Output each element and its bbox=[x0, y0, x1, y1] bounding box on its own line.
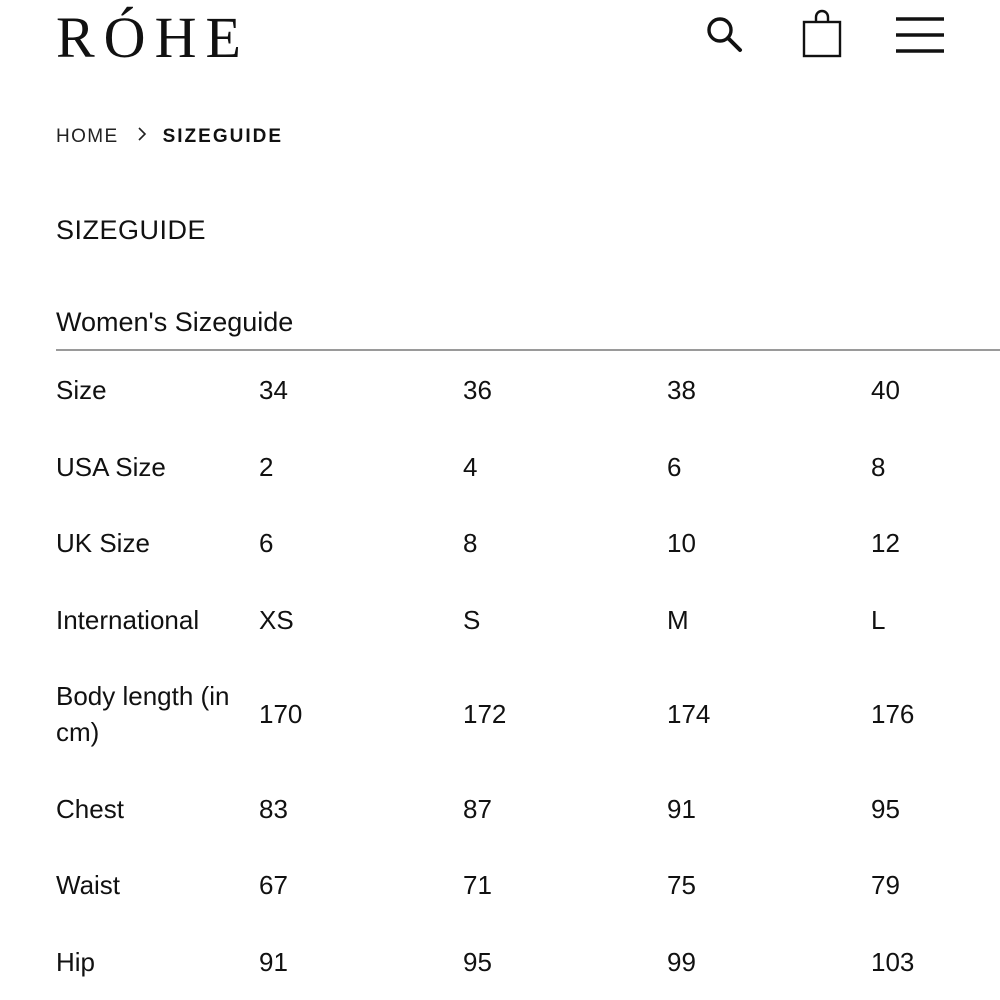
table-cell: 91 bbox=[259, 946, 288, 977]
table-cell: XS bbox=[259, 605, 294, 636]
table-cell: 6 bbox=[667, 451, 682, 482]
table-cell: 12 bbox=[871, 528, 900, 559]
row-label: Body length (in cm) bbox=[56, 681, 230, 748]
row-label: Chest bbox=[56, 793, 124, 824]
table-cell: 67 bbox=[259, 870, 288, 901]
table-cell: 170 bbox=[259, 699, 303, 730]
table-cell: 79 bbox=[871, 870, 900, 901]
table-row bbox=[56, 770, 1000, 847]
table-cell: 103 bbox=[871, 946, 915, 977]
table-row bbox=[56, 429, 1000, 506]
table-cell: 95 bbox=[871, 793, 900, 824]
table-cell: 87 bbox=[463, 793, 492, 824]
table-cell: L bbox=[871, 605, 886, 636]
table-cell: 83 bbox=[259, 793, 288, 824]
section-divider bbox=[56, 349, 1000, 351]
cart-button[interactable] bbox=[800, 8, 844, 60]
breadcrumb bbox=[56, 124, 283, 150]
table-cell: 176 bbox=[871, 699, 915, 730]
search-button[interactable] bbox=[704, 14, 744, 54]
row-label: International bbox=[56, 605, 200, 636]
size-guide-table bbox=[56, 352, 1000, 1000]
table-row bbox=[56, 352, 1000, 429]
table-cell: 95 bbox=[463, 946, 492, 977]
table-cell: 8 bbox=[871, 451, 886, 482]
table-cell: M bbox=[667, 605, 689, 636]
table-cell: 4 bbox=[463, 451, 478, 482]
table-cell: 75 bbox=[667, 870, 696, 901]
table-cell: 38 bbox=[667, 375, 696, 406]
table-cell: 6 bbox=[259, 528, 274, 559]
table-cell: 71 bbox=[463, 870, 492, 901]
search-icon bbox=[704, 14, 744, 54]
table-cell: S bbox=[463, 605, 481, 636]
table-cell: 36 bbox=[463, 375, 492, 406]
table-row bbox=[56, 924, 1000, 1000]
table-row bbox=[56, 505, 1000, 582]
menu-button[interactable] bbox=[894, 14, 946, 56]
chevron-right-icon bbox=[137, 126, 147, 148]
brand-logo[interactable]: RÓHE bbox=[56, 5, 250, 70]
row-label: USA Size bbox=[56, 451, 166, 482]
table-cell: 2 bbox=[259, 451, 274, 482]
table-row bbox=[56, 847, 1000, 924]
row-label: UK Size bbox=[56, 528, 150, 559]
row-label: Waist bbox=[56, 870, 121, 901]
hamburger-menu-icon bbox=[894, 14, 946, 56]
breadcrumb-home-link[interactable]: HOME bbox=[56, 126, 119, 147]
table-cell: 174 bbox=[667, 699, 711, 730]
table-cell: 10 bbox=[667, 528, 696, 559]
table-cell: 40 bbox=[871, 375, 900, 406]
table-row bbox=[56, 582, 1000, 659]
breadcrumb-current: SIZEGUIDE bbox=[162, 126, 284, 147]
table-cell: 8 bbox=[463, 528, 478, 559]
table-row bbox=[56, 658, 1000, 770]
table-cell: 99 bbox=[667, 946, 696, 977]
row-label: Size bbox=[56, 375, 107, 406]
shopping-bag-icon bbox=[800, 8, 844, 60]
table-cell: 34 bbox=[259, 375, 288, 406]
page-title: SIZEGUIDE bbox=[56, 215, 207, 245]
row-label: Hip bbox=[56, 946, 96, 977]
table-cell: 91 bbox=[667, 793, 696, 824]
section-title: Women's Sizeguide bbox=[56, 307, 294, 337]
site-header bbox=[0, 0, 1000, 80]
table-cell: 172 bbox=[463, 699, 507, 730]
